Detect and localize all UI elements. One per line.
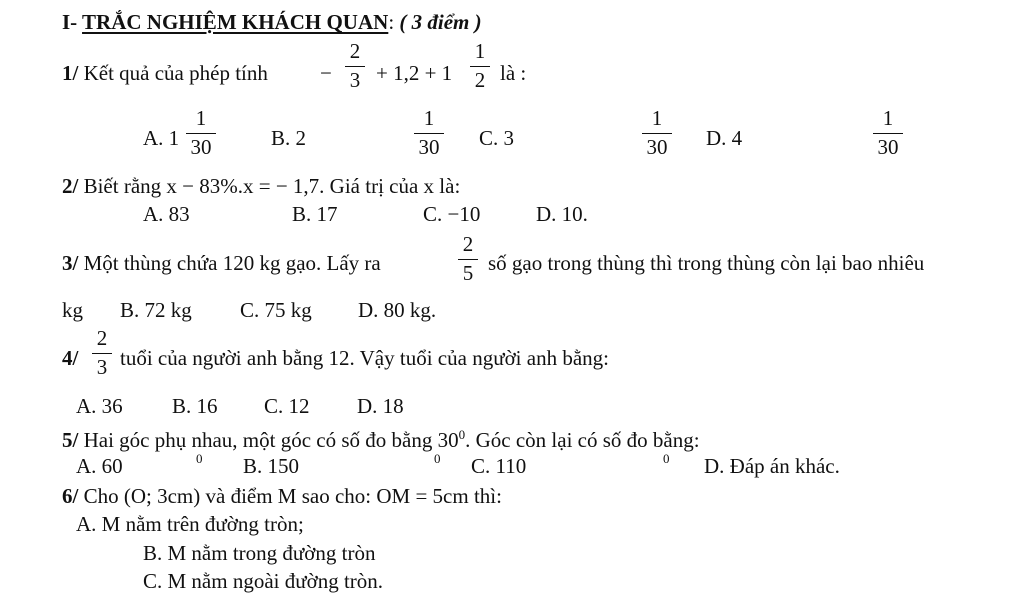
- q1-option-c-den: 30: [646, 135, 668, 160]
- q2-number: 2/: [62, 174, 79, 198]
- q1-stem: [62, 63, 268, 84]
- q6-stem: [62, 486, 502, 507]
- q4-option-c: C. 12: [264, 394, 310, 418]
- q4-fraction: [92, 328, 112, 378]
- q5-text: Hai góc phụ nhau, một góc có số đo bằng 30: [83, 428, 459, 452]
- q1-middle: + 1,2 + 1: [376, 61, 453, 85]
- q1-option-c: C. 3: [479, 126, 515, 150]
- q4-option-b: B. 16: [172, 394, 218, 418]
- q3-option-d: D. 80 kg.: [358, 298, 437, 322]
- q3-line2-start: kg: [62, 298, 83, 322]
- q2-text: Biết rằng x − 83%.x = − 1,7. Giá trị của x là:: [83, 174, 461, 198]
- q4-text: tuổi của người anh bằng 12. Vậy tuổi của người anh bằng:: [120, 346, 609, 370]
- q2-option-b: B. 17: [292, 202, 338, 226]
- q4-option-a: A. 36: [76, 394, 123, 418]
- q2-option-d: D. 10.: [536, 202, 588, 226]
- section-points: ( 3 điểm ): [399, 10, 482, 34]
- q1-frac2-den: 2: [474, 68, 486, 93]
- q5-stem: [62, 428, 700, 451]
- q1-number: 1/: [62, 61, 79, 85]
- q5-number: 5/: [62, 428, 79, 452]
- q4-frac-num: 2: [96, 326, 108, 350]
- q5-option-a-degree: 0: [196, 451, 203, 466]
- q1-option-b: B. 2: [271, 126, 307, 150]
- q1-option-d-den: 30: [877, 135, 899, 160]
- q1-option-a-num: 1: [195, 106, 207, 130]
- q6-number: 6/: [62, 484, 79, 508]
- q6-text: Cho (O; 3cm) và điểm M sao cho: OM = 5cm thì:: [83, 484, 502, 508]
- q1-text: Kết quả của phép tính: [83, 61, 268, 85]
- q1-option-a-fraction: [186, 108, 216, 158]
- q5-option-c-degree: 0: [663, 451, 670, 466]
- q1-option-a-den: 30: [190, 135, 212, 160]
- q6-option-c: C. M nằm ngoài đường tròn.: [143, 569, 384, 593]
- q5-tail: . Góc còn lại có số đo bằng:: [465, 428, 700, 452]
- q2-stem: [62, 176, 460, 197]
- q5-option-b: B. 150: [243, 454, 300, 478]
- q1-option-a: A. 1: [143, 126, 180, 150]
- q3-option-c: C. 75 kg: [240, 298, 312, 322]
- q1-minus: −: [320, 61, 332, 85]
- q3-tail: số gạo trong thùng thì trong thùng còn lại bao nhiêu: [488, 251, 925, 275]
- q1-option-d-num: 1: [882, 106, 894, 130]
- q1-fraction-2: [470, 41, 490, 91]
- section-colon: :: [388, 10, 400, 34]
- section-title: TRẮC NGHIỆM KHÁCH QUAN: [82, 10, 389, 34]
- q1-option-c-fraction: [642, 108, 672, 158]
- q6-option-b: B. M nằm trong đường tròn: [143, 541, 376, 565]
- q1-option-b-fraction: [414, 108, 444, 158]
- q3-stem: [62, 253, 381, 274]
- q3-frac-den: 5: [462, 261, 474, 286]
- q3-text: Một thùng chứa 120 kg gạo. Lấy ra: [83, 251, 381, 275]
- q5-option-d: D. Đáp án khác.: [704, 454, 840, 478]
- q1-frac-den: 3: [349, 68, 361, 93]
- q4-option-d: D. 18: [357, 394, 404, 418]
- q1-frac2-num: 1: [474, 39, 486, 63]
- q1-option-b-num: 1: [423, 106, 435, 130]
- q1-option-d-fraction: [873, 108, 903, 158]
- q3-option-b: B. 72 kg: [120, 298, 192, 322]
- q3-fraction: [458, 234, 478, 284]
- q5-degree: 0: [458, 427, 466, 442]
- q1-option-c-num: 1: [651, 106, 663, 130]
- q1-tail: là :: [500, 61, 527, 85]
- q5-option-b-degree: 0: [434, 451, 441, 466]
- q1-frac-num: 2: [349, 39, 361, 63]
- q2-option-a: A. 83: [143, 202, 190, 226]
- section-heading: [62, 12, 482, 33]
- q1-option-b-den: 30: [418, 135, 440, 160]
- q4-number: 4/: [62, 346, 79, 370]
- q1-fraction: [345, 41, 365, 91]
- q1-option-d: D. 4: [706, 126, 743, 150]
- q5-option-a: A. 60: [76, 454, 123, 478]
- q2-option-c: C. −10: [423, 202, 481, 226]
- q4-frac-den: 3: [96, 355, 108, 380]
- q5-option-c: C. 110: [471, 454, 527, 478]
- section-prefix: I-: [62, 10, 83, 34]
- q3-number: 3/: [62, 251, 79, 275]
- q6-option-a: A. M nằm trên đường tròn;: [76, 512, 304, 536]
- q3-frac-num: 2: [462, 232, 474, 256]
